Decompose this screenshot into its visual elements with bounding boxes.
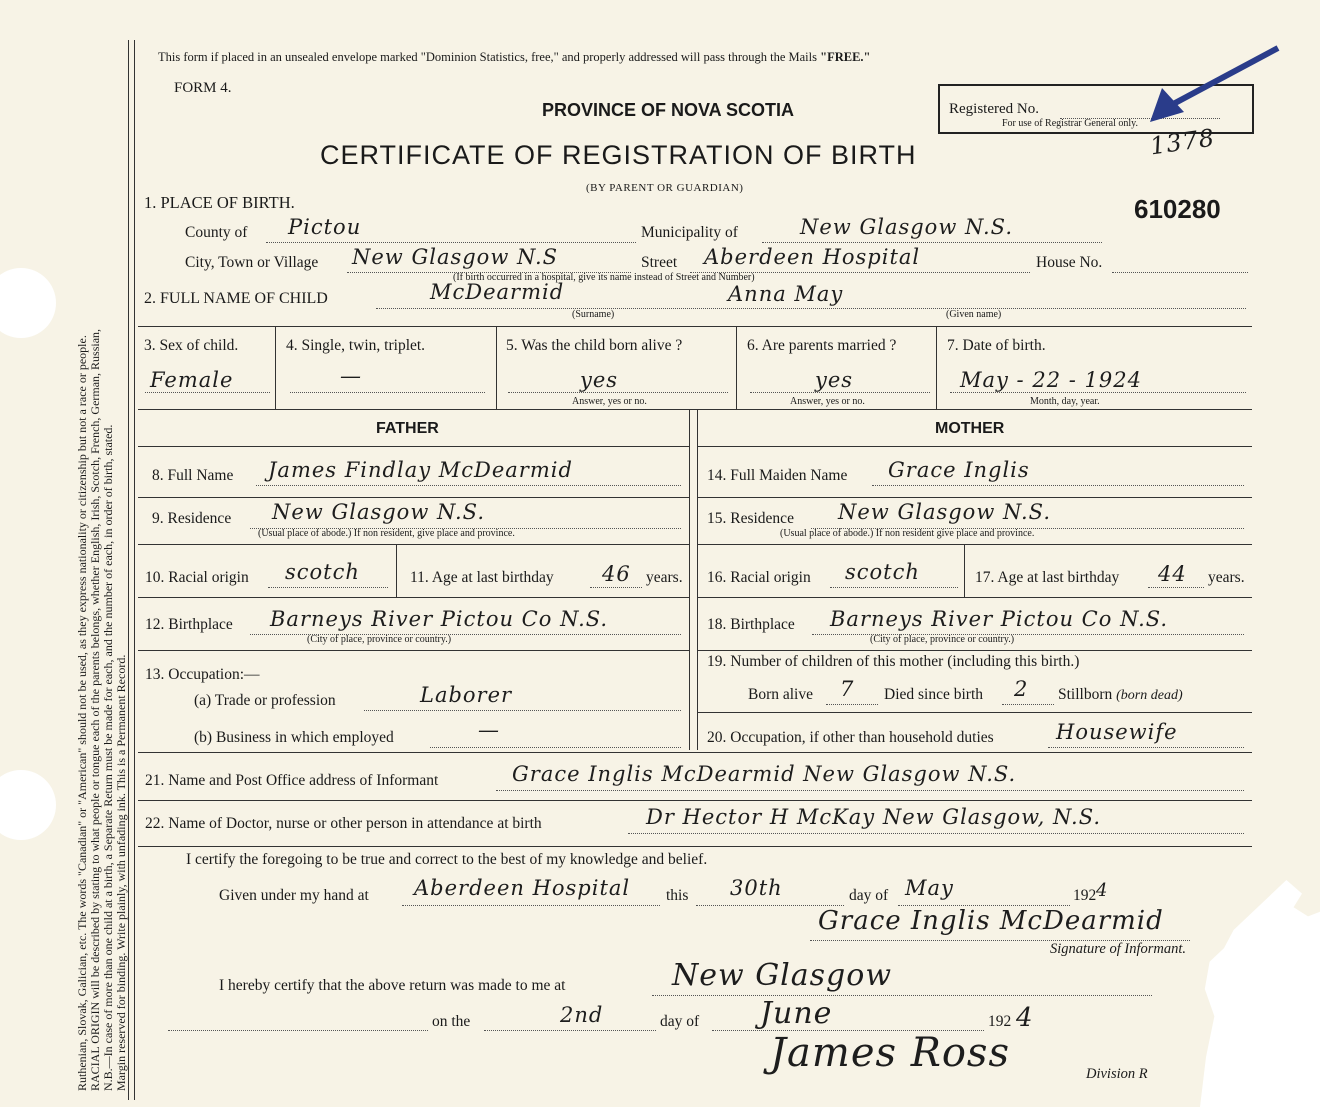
father-age-unit: years. bbox=[646, 569, 683, 586]
mother-occupation-label: 20. Occupation, if other than household duties bbox=[707, 729, 994, 746]
parents-married-label: 6. Are parents married ? bbox=[747, 337, 897, 354]
given-month-value: May bbox=[905, 876, 954, 900]
city-value: New Glasgow N.S bbox=[352, 245, 559, 269]
given-year-suffix: 4 bbox=[1096, 880, 1109, 901]
doctor-label: 22. Name of Doctor, nurse or other person in attendance at birth bbox=[145, 815, 542, 832]
doctor-value: Dr Hector H McKay New Glasgow, N.S. bbox=[646, 805, 1102, 829]
binding-margin-rule-2 bbox=[134, 40, 135, 1100]
mother-age-unit: years. bbox=[1208, 569, 1245, 586]
father-age-label: 11. Age at last birthday bbox=[410, 569, 554, 586]
given-day-of-label: day of bbox=[849, 887, 889, 904]
parents-married-value: yes bbox=[815, 368, 854, 392]
child-name-label: 2. FULL NAME OF CHILD bbox=[144, 290, 328, 307]
surname-caption: (Surname) bbox=[572, 309, 615, 320]
informant-signature-caption: Signature of Informant. bbox=[1050, 941, 1187, 957]
on-the-label: on the bbox=[432, 1013, 471, 1030]
punch-hole-top bbox=[0, 268, 56, 338]
father-racial-value: scotch bbox=[285, 560, 360, 584]
father-age-value: 46 bbox=[602, 562, 631, 586]
city-label: City, Town or Village bbox=[185, 254, 319, 271]
died-since-birth-label: Died since birth bbox=[884, 686, 984, 703]
mother-racial-value: scotch bbox=[845, 560, 920, 584]
form-number: FORM 4. bbox=[174, 80, 232, 96]
house-number-label: House No. bbox=[1036, 254, 1103, 271]
county-label: County of bbox=[185, 224, 248, 241]
mother-age-label: 17. Age at last birthday bbox=[975, 569, 1120, 586]
date-of-birth-label: 7. Date of birth. bbox=[947, 337, 1046, 354]
margin-line-3: RACIAL ORIGIN will be described by stating to what people or tongue each of the parents belongs, whether English, Irish, Scotch, French, German, Russian, bbox=[88, 328, 102, 1091]
child-surname-value: McDearmid bbox=[430, 280, 565, 304]
father-trade-label: (a) Trade or profession bbox=[194, 692, 336, 709]
born-alive-count-value: 7 bbox=[840, 677, 855, 701]
mother-children-label: 19. Number of children of this mother (including this birth.) bbox=[707, 653, 1080, 670]
given-place-value: Aberdeen Hospital bbox=[414, 876, 631, 900]
mother-racial-label: 16. Racial origin bbox=[707, 569, 811, 586]
registered-label: Registered No. bbox=[949, 101, 1039, 117]
margin-line-2: N.B.—In case of more than one child at a birth, a Separate Return must be made for each, and the number of each, in order of birth, stated. bbox=[101, 424, 115, 1091]
mother-age-value: 44 bbox=[1158, 562, 1187, 586]
father-residence-value: New Glasgow N.S. bbox=[272, 500, 485, 524]
informant-value: Grace Inglis McDearmid New Glasgow N.S. bbox=[512, 762, 1017, 786]
mail-notice: This form if placed in an unsealed envelope marked "Dominion Statistics, free," and properly addressed will pass through the Mails "FREE." bbox=[158, 50, 871, 64]
registrar-year-prefix: 192 bbox=[988, 1013, 1012, 1030]
street-value: Aberdeen Hospital bbox=[704, 245, 921, 269]
this-label: this bbox=[666, 887, 689, 904]
registrar-year-suffix: 4 bbox=[1016, 1003, 1034, 1033]
mother-residence-value: New Glasgow N.S. bbox=[838, 500, 1051, 524]
given-name-caption: (Given name) bbox=[946, 309, 1002, 320]
father-business-value: — bbox=[478, 718, 500, 742]
registrar-month-value: June bbox=[760, 996, 833, 1031]
born-alive-label: 5. Was the child born alive ? bbox=[506, 337, 683, 354]
margin-instructions bbox=[75, 11, 128, 1091]
father-birthplace-value: Barneys River Pictou Co N.S. bbox=[270, 607, 609, 631]
died-since-birth-value: 2 bbox=[1014, 677, 1029, 701]
plurality-value: — bbox=[340, 364, 362, 388]
street-label: Street bbox=[641, 254, 678, 271]
child-given-name-value: Anna May bbox=[728, 282, 844, 306]
registrar-statement: I hereby certify that the above return was made to me at bbox=[219, 977, 566, 994]
date-of-birth-value: May - 22 - 1924 bbox=[960, 368, 1142, 392]
blue-arrow-mark bbox=[1140, 40, 1280, 130]
registrar-signature: James Ross bbox=[770, 1030, 1010, 1076]
margin-line-1: Margin reserved for binding. Write plainly, with unfading ink. This is a Permanent Record. bbox=[114, 654, 128, 1091]
serial-number: 610280 bbox=[1134, 194, 1221, 224]
born-alive-caption: Answer, yes or no. bbox=[572, 396, 647, 407]
place-of-birth-label: 1. PLACE OF BIRTH. bbox=[144, 193, 295, 212]
mother-name-label: 14. Full Maiden Name bbox=[707, 467, 848, 484]
father-heading: FATHER bbox=[376, 420, 439, 437]
certification-statement: I certify the foregoing to be true and correct to the best of my knowledge and belief. bbox=[186, 851, 708, 868]
province-heading: PROVINCE OF NOVA SCOTIA bbox=[542, 100, 795, 120]
mother-residence-caption: (Usual place of abode.) If non resident give place and province. bbox=[780, 528, 1035, 539]
registered-number-handwritten: 1378 bbox=[1148, 123, 1217, 161]
given-under-label: Given under my hand at bbox=[219, 887, 369, 904]
county-value: Pictou bbox=[288, 215, 362, 239]
sex-value: Female bbox=[150, 368, 234, 392]
father-racial-label: 10. Racial origin bbox=[145, 569, 249, 586]
registrar-day-value: 2nd bbox=[560, 1003, 604, 1027]
father-birthplace-caption: (City of place, province or country.) bbox=[307, 634, 452, 645]
plurality-label: 4. Single, twin, triplet. bbox=[286, 337, 426, 354]
born-alive-count-label: Born alive bbox=[748, 686, 813, 703]
given-year-prefix: 192 bbox=[1073, 887, 1097, 904]
mother-residence-label: 15. Residence bbox=[707, 510, 794, 527]
hospital-note: (If birth occurred in a hospital, give its name instead of Street and Number) bbox=[453, 272, 755, 283]
father-birthplace-label: 12. Birthplace bbox=[145, 616, 233, 633]
father-name-label: 8. Full Name bbox=[152, 467, 234, 484]
mother-heading: MOTHER bbox=[935, 420, 1005, 437]
mother-birthplace-caption: (City of place, province or country.) bbox=[870, 634, 1015, 645]
parents-married-caption: Answer, yes or no. bbox=[790, 396, 865, 407]
informant-label: 21. Name and Post Office address of Informant bbox=[145, 772, 439, 789]
born-alive-value: yes bbox=[580, 368, 619, 392]
given-day-value: 30th bbox=[730, 876, 783, 900]
registrar-note: For use of Registrar General only. bbox=[1002, 118, 1138, 129]
sex-label: 3. Sex of child. bbox=[144, 337, 239, 354]
father-residence-caption: (Usual place of abode.) If non resident, give place and province. bbox=[258, 528, 515, 539]
father-business-label: (b) Business in which employed bbox=[194, 729, 394, 746]
father-name-value: James Findlay McDearmid bbox=[268, 458, 573, 482]
registrar-place-value: New Glasgow bbox=[672, 958, 893, 993]
certificate-subtitle: (BY PARENT OR GUARDIAN) bbox=[586, 182, 744, 194]
registrar-caption: Division R bbox=[1086, 1066, 1148, 1082]
torn-corner bbox=[1200, 880, 1320, 1107]
binding-margin-rule bbox=[128, 40, 129, 1100]
municipality-value: New Glasgow N.S. bbox=[800, 215, 1013, 239]
municipality-label: Municipality of bbox=[641, 224, 738, 241]
mother-birthplace-value: Barneys River Pictou Co N.S. bbox=[830, 607, 1169, 631]
margin-line-4: Ruthenian, Slovak, Galician, etc. The words "Canadian" or "American" should not be used, as they express nationality or citizenship but not a race or people. bbox=[75, 335, 89, 1091]
date-of-birth-caption: Month, day, year. bbox=[1030, 396, 1100, 407]
stillborn-label: Stillborn (born dead) bbox=[1058, 686, 1183, 703]
mother-name-value: Grace Inglis bbox=[888, 458, 1030, 482]
informant-signature: Grace Inglis McDearmid bbox=[818, 906, 1164, 936]
mother-birthplace-label: 18. Birthplace bbox=[707, 616, 795, 633]
certificate-title: CERTIFICATE OF REGISTRATION OF BIRTH bbox=[320, 140, 917, 170]
father-residence-label: 9. Residence bbox=[152, 510, 232, 527]
registrar-day-of-label: day of bbox=[660, 1013, 700, 1030]
father-trade-value: Laborer bbox=[420, 683, 513, 707]
mother-occupation-value: Housewife bbox=[1056, 720, 1178, 744]
punch-hole-bottom bbox=[0, 770, 56, 840]
father-occupation-label: 13. Occupation:— bbox=[145, 666, 260, 683]
